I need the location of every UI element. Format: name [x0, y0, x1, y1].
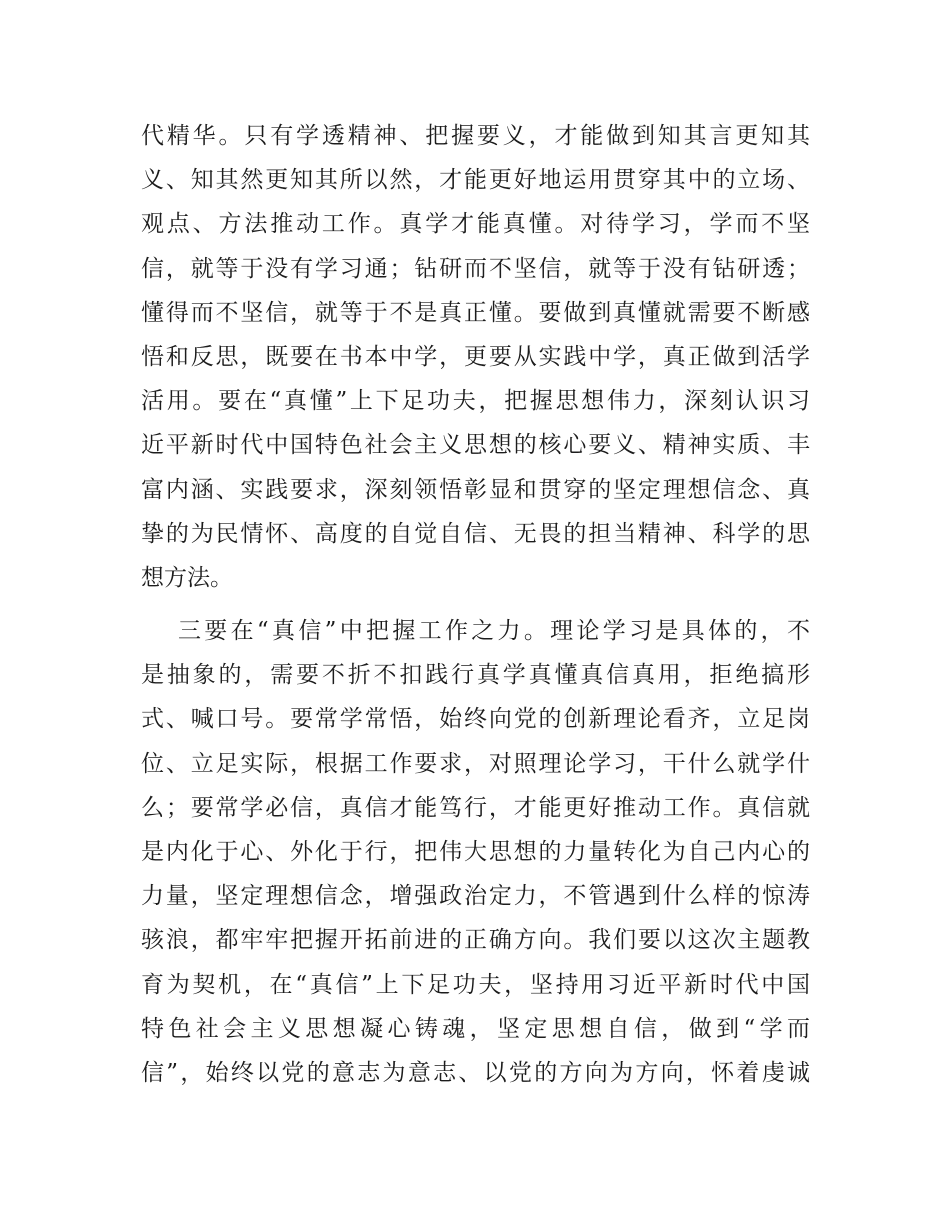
paragraph-line: 信”，始终以党的意志为意志、以党的方向为方向，怀着虔诚 — [141, 1059, 810, 1086]
paragraph-line: 位、立足实际，根据工作要求，对照理论学习，干什么就学什 — [141, 750, 810, 777]
paragraph-line: 活用。要在“真懂”上下足功夫，把握思想伟力，深刻认识习 — [141, 388, 810, 415]
paragraph-line: 式、喊口号。要常学常悟，始终向党的创新理论看齐，立足岗 — [141, 706, 810, 733]
paragraph-2 — [141, 609, 810, 1095]
paragraph-line: 育为契机，在“真信”上下足功夫，坚持用习近平新时代中国 — [141, 971, 810, 998]
paragraph-line: 想方法。 — [141, 564, 233, 591]
paragraph-line: 三要在“真信”中把握工作之力。理论学习是具体的，不 — [178, 618, 810, 645]
paragraph-line: 义、知其然更知其所以然，才能更好地运用贯穿其中的立场、 — [141, 167, 810, 194]
paragraph-line: 懂得而不坚信，就等于不是真正懂。要做到真懂就需要不断感 — [141, 299, 810, 326]
paragraph-1 — [141, 114, 810, 600]
paragraph-line: 挚的为民情怀、高度的自觉自信、无畏的担当精神、科学的思 — [141, 520, 810, 547]
paragraph-line: 骇浪，都牢牢把握开拓前进的正确方向。我们要以这次主题教 — [141, 927, 810, 954]
paragraph-line: 悟和反思，既要在书本中学，更要从实践中学，真正做到活学 — [141, 343, 810, 370]
paragraph-line: 近平新时代中国特色社会主义思想的核心要义、精神实质、丰 — [141, 432, 810, 459]
paragraph-line: 富内涵、实践要求，深刻领悟彰显和贯穿的坚定理想信念、真 — [141, 476, 810, 503]
paragraph-line: 特色社会主义思想凝心铸魂，坚定思想自信，做到“学而 — [141, 1015, 810, 1042]
paragraph-line: 力量，坚定理想信念，增强政治定力，不管遇到什么样的惊涛 — [141, 883, 810, 910]
paragraph-gap — [141, 600, 810, 609]
document-body — [141, 114, 810, 1095]
paragraph-line: 是内化于心、外化于行，把伟大思想的力量转化为自己内心的 — [141, 839, 810, 865]
paragraph-line: 代精华。只有学透精神、把握要义，才能做到知其言更知其 — [141, 123, 810, 149]
paragraph-line: 么；要常学必信，真信才能笃行，才能更好推动工作。真信就 — [141, 794, 810, 821]
paragraph-line: 信，就等于没有学习通；钻研而不坚信，就等于没有钻研透； — [141, 255, 810, 282]
paragraph-line: 观点、方法推动工作。真学才能真懂。对待学习，学而不坚 — [141, 211, 810, 238]
paragraph-line: 是抽象的，需要不折不扣践行真学真懂真信真用，拒绝搞形 — [141, 662, 810, 689]
